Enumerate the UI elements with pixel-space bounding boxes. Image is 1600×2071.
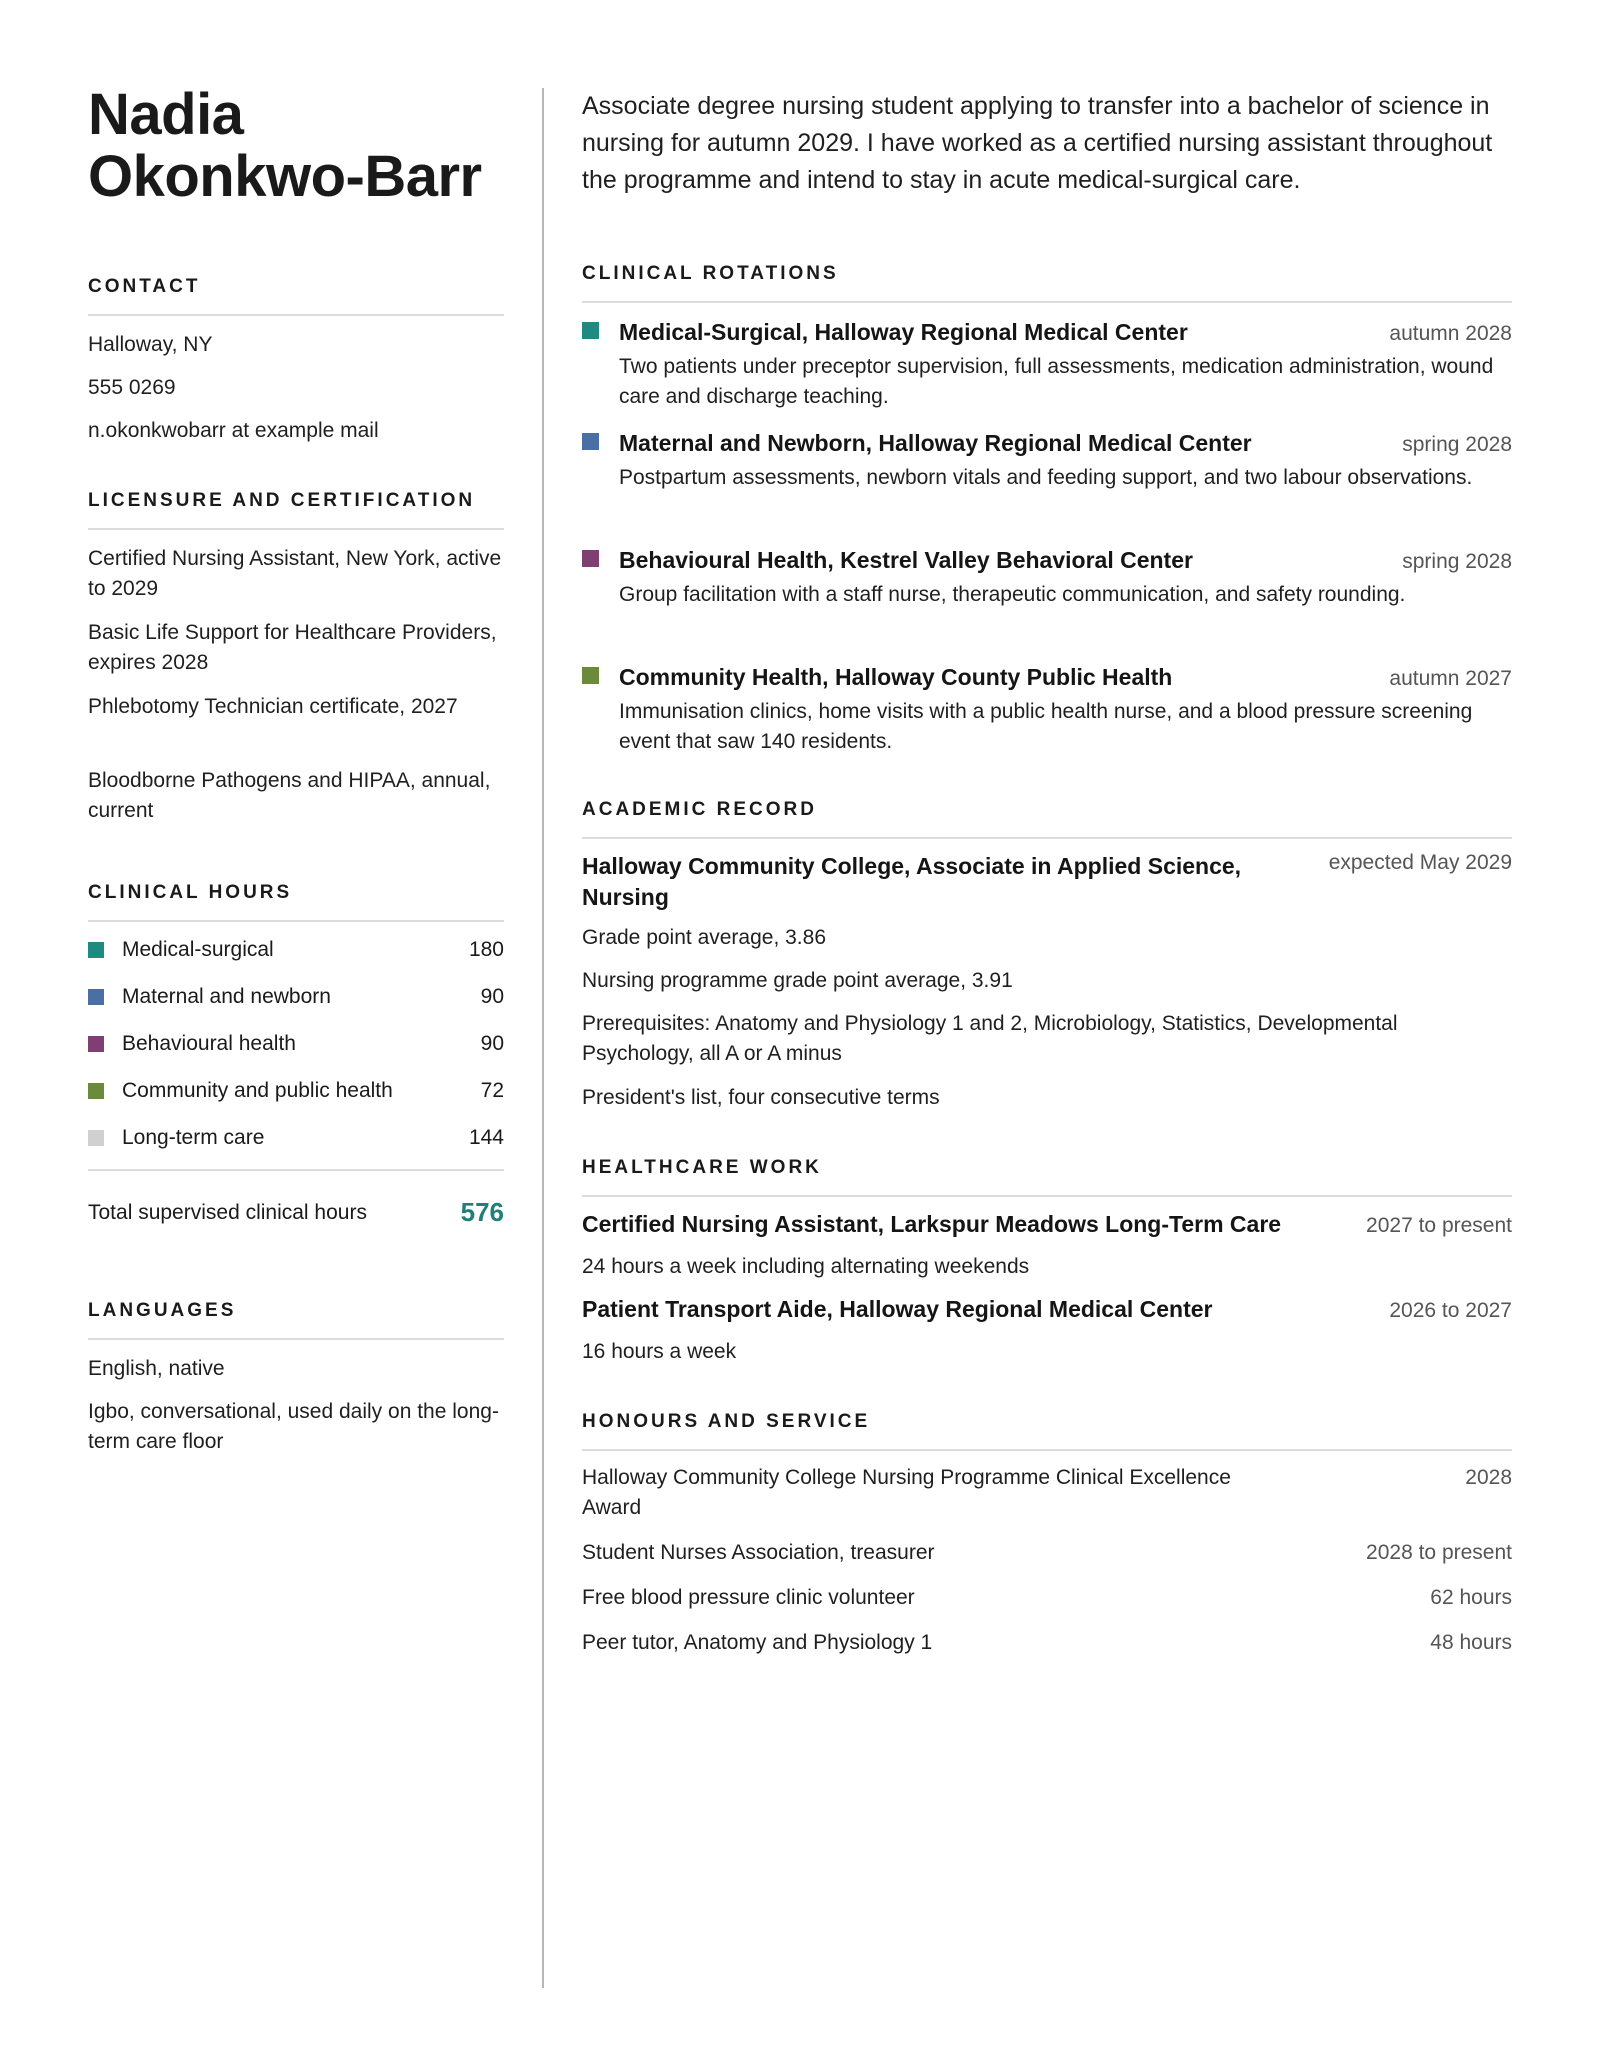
honours-section <box>582 1411 1512 1658</box>
hours-value: 72 <box>480 1078 504 1102</box>
language-item: Igbo, conversational, used daily on the long-term care floor <box>88 1400 499 1453</box>
contact-section <box>88 276 504 446</box>
rotations-section <box>582 263 1512 757</box>
contact-heading: CONTACT <box>88 276 504 316</box>
rotation-date: autumn 2028 <box>1389 322 1512 345</box>
clinical-hours-heading: CLINICAL HOURS <box>88 882 504 922</box>
total-hours-value: 576 <box>460 1197 504 1227</box>
rotation-description: Group facilitation with a staff nurse, therapeutic communication, and safety rounding. <box>619 583 1406 606</box>
licensure-item: Basic Life Support for Healthcare Providers, expires 2028 <box>88 621 497 674</box>
rotation-swatch <box>582 322 599 339</box>
rotation-date: autumn 2027 <box>1389 667 1512 690</box>
academic-item: President's list, four consecutive terms <box>582 1086 940 1109</box>
academic-section <box>582 799 1512 1113</box>
hours-label: Long-term care <box>122 1125 265 1149</box>
clinical-hours-list <box>88 926 504 1161</box>
column-divider <box>542 88 544 1988</box>
rotation-description: Postpartum assessments, newborn vitals and feeding support, and two labour observations. <box>619 466 1473 489</box>
rotation-title: Behavioural Health, Kestrel Valley Behavioral Center <box>619 547 1193 573</box>
work-date: 2026 to 2027 <box>1389 1299 1512 1322</box>
hours-label: Community and public health <box>122 1078 393 1102</box>
licensure-heading: LICENSURE AND CERTIFICATION <box>88 490 504 530</box>
honour-value: 2028 <box>1465 1466 1512 1489</box>
rotation-date: spring 2028 <box>1402 433 1512 456</box>
honour-row <box>582 1628 1512 1658</box>
rotation-description: Two patients under preceptor supervision, full assessments, medication administration, wound care and discharge teaching. <box>619 355 1494 408</box>
rotation-title: Community Health, Halloway County Public Health <box>619 664 1173 690</box>
academic-header-row <box>582 851 1512 913</box>
academic-item: Grade point average, 3.86 <box>582 926 827 949</box>
right-column <box>582 88 1512 1658</box>
work-date: 2027 to present <box>1366 1214 1512 1237</box>
rotations-heading: CLINICAL ROTATIONS <box>582 263 1512 303</box>
licensure-item: Bloodborne Pathogens and HIPAA, annual, current <box>88 769 491 822</box>
work-title: Patient Transport Aide, Halloway Regional Medical Center <box>582 1296 1213 1322</box>
candidate-name <box>88 84 504 208</box>
clinical-hours-section <box>88 882 504 1228</box>
contact-phone: 555 0269 <box>88 376 176 399</box>
licensure-item: Certified Nursing Assistant, New York, active to 2029 <box>88 547 502 600</box>
hours-row <box>88 1067 504 1114</box>
academic-item: Prerequisites: Anatomy and Physiology 1 and 2, Microbiology, Statistics, Developmental Psychology, all A or A minus <box>582 1012 1398 1065</box>
contact-location: Halloway, NY <box>88 333 213 356</box>
legend-swatch <box>88 989 104 1005</box>
work-section <box>582 1157 1512 1367</box>
hours-row <box>88 973 504 1020</box>
total-hours-row <box>88 1169 504 1228</box>
rotation-date: spring 2028 <box>1402 550 1512 573</box>
rotation-title: Medical-Surgical, Halloway Regional Medical Center <box>619 319 1188 345</box>
hours-label: Maternal and newborn <box>122 984 331 1008</box>
legend-swatch <box>88 1130 104 1146</box>
name-line-1: Nadia <box>88 82 244 147</box>
hours-value: 180 <box>468 937 504 961</box>
honours-heading: HONOURS AND SERVICE <box>582 1411 1512 1451</box>
summary-paragraph: Associate degree nursing student applying to transfer into a bachelor of science in nursing for autumn 2029. I have worked as a certified nursing assistant throughout the programme and intend to stay in acute medical-surgical care. <box>582 92 1493 194</box>
honour-row <box>582 1538 1512 1568</box>
academic-title: Halloway Community College, Associate in Applied Science, Nursing <box>582 853 1242 910</box>
rotation-description: Immunisation clinics, home visits with a public health nurse, and a blood pressure screening event that saw 140 residents. <box>619 700 1473 753</box>
academic-date: expected May 2029 <box>1328 851 1512 874</box>
work-header-row <box>582 1294 1512 1325</box>
academic-heading: ACADEMIC RECORD <box>582 799 1512 839</box>
hours-label: Behavioural health <box>122 1031 296 1055</box>
licensure-section <box>88 490 504 826</box>
language-item: English, native <box>88 1357 225 1380</box>
honour-label: Free blood pressure clinic volunteer <box>582 1586 915 1609</box>
work-heading: HEALTHCARE WORK <box>582 1157 1512 1197</box>
rotation-item <box>582 428 1512 493</box>
academic-item: Nursing programme grade point average, 3.91 <box>582 969 1013 992</box>
work-title: Certified Nursing Assistant, Larkspur Meadows Long-Term Care <box>582 1211 1282 1237</box>
honour-value: 48 hours <box>1430 1631 1512 1654</box>
honour-value: 62 hours <box>1430 1586 1512 1609</box>
rotation-item <box>582 545 1512 610</box>
hours-value: 90 <box>480 1031 504 1055</box>
rotation-item <box>582 317 1512 412</box>
work-description: 24 hours a week including alternating weekends <box>582 1255 1030 1278</box>
legend-swatch <box>88 1083 104 1099</box>
honour-label: Peer tutor, Anatomy and Physiology 1 <box>582 1631 933 1654</box>
honour-label: Halloway Community College Nursing Programme Clinical Excellence Award <box>582 1466 1231 1519</box>
contact-email: n.okonkwobarr at example mail <box>88 419 379 442</box>
rotation-swatch <box>582 667 599 684</box>
languages-section <box>88 1300 504 1457</box>
hours-row <box>88 926 504 973</box>
work-header-row <box>582 1209 1512 1240</box>
left-column <box>88 84 504 1457</box>
honour-row <box>582 1463 1512 1523</box>
rotation-swatch <box>582 433 599 450</box>
hours-label: Medical-surgical <box>122 937 274 961</box>
legend-swatch <box>88 942 104 958</box>
legend-swatch <box>88 1036 104 1052</box>
rotation-title: Maternal and Newborn, Halloway Regional Medical Center <box>619 430 1252 456</box>
honour-value: 2028 to present <box>1366 1541 1512 1564</box>
hours-value: 144 <box>468 1125 504 1149</box>
rotation-swatch <box>582 550 599 567</box>
hours-row <box>88 1114 504 1161</box>
name-line-2: Okonkwo-Barr <box>88 144 482 209</box>
total-hours-label: Total supervised clinical hours <box>88 1200 367 1224</box>
languages-heading: LANGUAGES <box>88 1300 504 1340</box>
work-description: 16 hours a week <box>582 1340 737 1363</box>
hours-value: 90 <box>480 984 504 1008</box>
rotation-item <box>582 662 1512 757</box>
hours-row <box>88 1020 504 1067</box>
honour-label: Student Nurses Association, treasurer <box>582 1541 935 1564</box>
honour-row <box>582 1583 1512 1613</box>
licensure-item: Phlebotomy Technician certificate, 2027 <box>88 695 458 718</box>
